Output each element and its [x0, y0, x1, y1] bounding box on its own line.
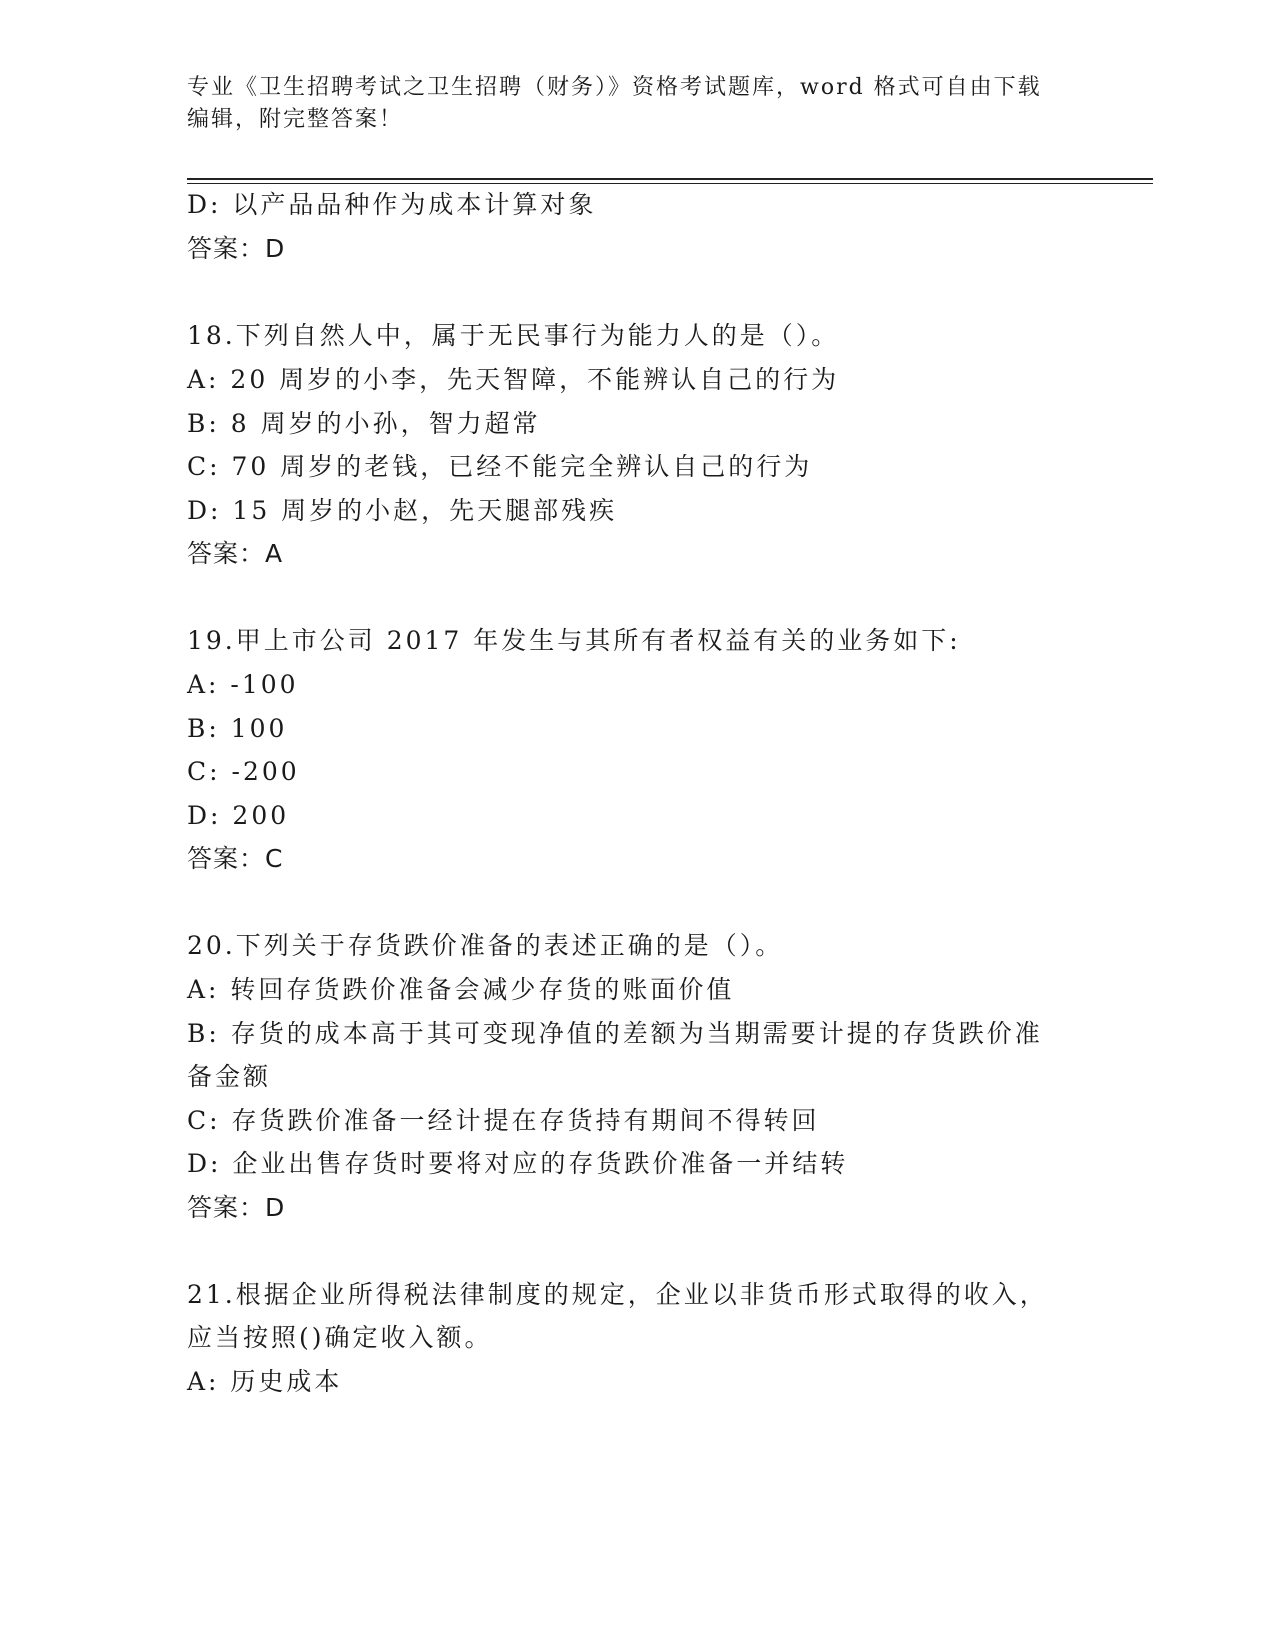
q18-option-a: A: 20 周岁的小李，先天智障，不能辨认自己的行为: [187, 365, 840, 394]
q20-answer: 答案：D: [187, 1193, 286, 1222]
q19-answer: 答案：C: [187, 844, 284, 873]
q20-option-b-line-1: B: 存货的成本高于其可变现净值的差额为当期需要计提的存货跌价准: [187, 1019, 1043, 1048]
q18-option-d: D: 15 周岁的小赵，先天腿部残疾: [187, 496, 618, 525]
q19-question: 19.甲上市公司 2017 年发生与其所有者权益有关的业务如下:: [187, 626, 961, 655]
q17-answer: 答案：D: [187, 234, 286, 263]
header-divider-thin: [187, 183, 1153, 184]
q19-option-a: A: -100: [187, 670, 299, 699]
document-header: [187, 72, 1087, 136]
q20-option-c: C: 存货跌价准备一经计提在存货持有期间不得转回: [187, 1106, 820, 1135]
header-line-1: 专业《卫生招聘考试之卫生招聘（财务）》资格考试题库，word 格式可自由下载: [187, 75, 1042, 100]
q18-option-b: B: 8 周岁的小孙，智力超常: [187, 409, 541, 438]
q20-option-b-line-2: 备金额: [187, 1062, 272, 1091]
q19-option-d: D: 200: [187, 801, 290, 830]
q21-option-a: A: 历史成本: [187, 1367, 343, 1396]
q20-option-d: D: 企业出售存货时要将对应的存货跌价准备一并结转: [187, 1149, 849, 1178]
q20-option-a: A: 转回存货跌价准备会减少存货的账面价值: [187, 975, 735, 1004]
q21-question-line-2: 应当按照()确定收入额。: [187, 1323, 493, 1352]
q19-option-b: B: 100: [187, 714, 288, 743]
header-line-2: 编辑，附完整答案！: [187, 107, 404, 132]
q20-question: 20.下列关于存货跌价准备的表述正确的是（）。: [187, 931, 784, 960]
header-divider-thick: [187, 178, 1153, 180]
q19-option-c: C: -200: [187, 757, 300, 786]
q21-question-line-1: 21.根据企业所得税法律制度的规定，企业以非货币形式取得的收入，: [187, 1280, 1048, 1309]
q18-option-c: C: 70 周岁的老钱，已经不能完全辨认自己的行为: [187, 452, 813, 481]
q18-question: 18.下列自然人中，属于无民事行为能力人的是（）。: [187, 321, 840, 350]
q18-answer: 答案：A: [187, 539, 284, 568]
q17-option-d: D: 以产品品种作为成本计算对象: [187, 190, 597, 219]
